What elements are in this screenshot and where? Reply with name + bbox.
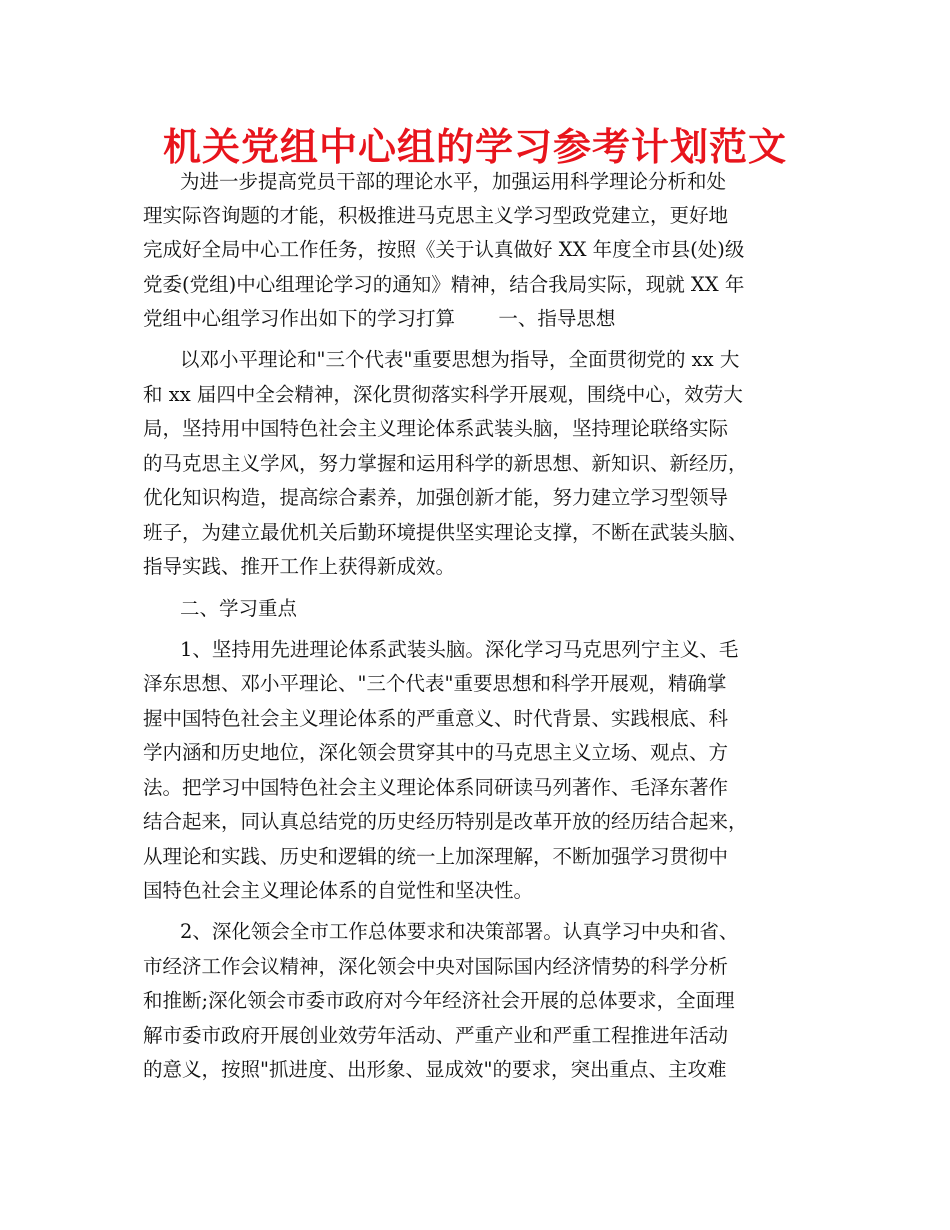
paragraph-line: 结合起来，同认真总结党的历史经历特别是改革开放的经历结合起来， — [143, 810, 748, 833]
paragraph-line: 从理论和实践、历史和逻辑的统一上加深理解，不断加强学习贯彻中 — [143, 845, 729, 868]
paragraph-line: 党组中心组学习作出如下的学习打算 一、指导思想 — [143, 307, 616, 330]
paragraph-line: 国特色社会主义理论体系的自觉性和坚决性。 — [143, 879, 534, 902]
paragraph-line: 的意义，按照"抓进度、出形象、显成效"的要求，突出重点、主攻难 — [143, 1058, 727, 1081]
paragraph-line: 指导实践、推开工作上获得新成效。 — [143, 555, 456, 578]
paragraph-line: 法。把学习中国特色社会主义理论体系同研读马列著作、毛泽东著作 — [143, 776, 729, 799]
paragraph-line: 和 xx 届四中全会精神，深化贯彻落实科学开展观，围绕中心，效劳大 — [143, 383, 743, 406]
paragraph-line: 学内涵和历史地位，深化领会贯穿其中的马克思主义立场、观点、方 — [143, 741, 729, 764]
paragraph-line: 握中国特色社会主义理论体系的严重意义、时代背景、实践根底、科 — [143, 707, 729, 730]
paragraph-line: 局，坚持用中国特色社会主义理论体系武装头脑，坚持理论联络实际 — [143, 417, 729, 440]
paragraph-line: 1、坚持用先进理论体系武装头脑。深化学习马克思列宁主义、毛 — [180, 638, 739, 661]
paragraph-line: 和推断;深化领会市委市政府对今年经济社会开展的总体要求，全面理 — [143, 989, 735, 1012]
paragraph-line: 解市委市政府开展创业效劳年活动、严重产业和严重工程推进年活动 — [143, 1024, 729, 1047]
paragraph-line: 2、深化领会全市工作总体要求和决策部署。认真学习中央和省、 — [180, 920, 739, 943]
paragraph-line: 以邓小平理论和"三个代表"重要思想为指导，全面贯彻党的 xx 大 — [180, 348, 740, 371]
paragraph-line: 党委(党组)中心组理论学习的通知》精神，结合我局实际，现就 XX 年 — [143, 273, 745, 296]
paragraph-line: 理实际咨询题的才能，积极推进马克思主义学习型政党建立，更好地 — [143, 204, 729, 227]
document-title: 机关党组中心组的学习参考计划范文 — [162, 125, 787, 169]
paragraph-line: 为进一步提高党员干部的理论水平，加强运用科学理论分析和处 — [180, 170, 727, 193]
paragraph-line: 班子，为建立最优机关后勤环境提供坚实理论支撑，不断在武装头脑、 — [143, 521, 748, 544]
paragraph-line: 的马克思主义学风，努力掌握和运用科学的新思想、新知识、新经历， — [143, 452, 748, 475]
paragraph-line: 优化知识构造，提高综合素养，加强创新才能，努力建立学习型领导 — [143, 486, 729, 509]
section-heading: 二、学习重点 — [180, 597, 298, 620]
paragraph-line: 泽东思想、邓小平理论、"三个代表"重要思想和科学开展观，精确掌 — [143, 672, 727, 695]
paragraph-line: 完成好全局中心工作任务，按照《关于认真做好 XX 年度全市县(处)级 — [143, 238, 745, 261]
paragraph-line: 市经济工作会议精神，深化领会中央对国际国内经济情势的科学分析 — [143, 955, 729, 978]
